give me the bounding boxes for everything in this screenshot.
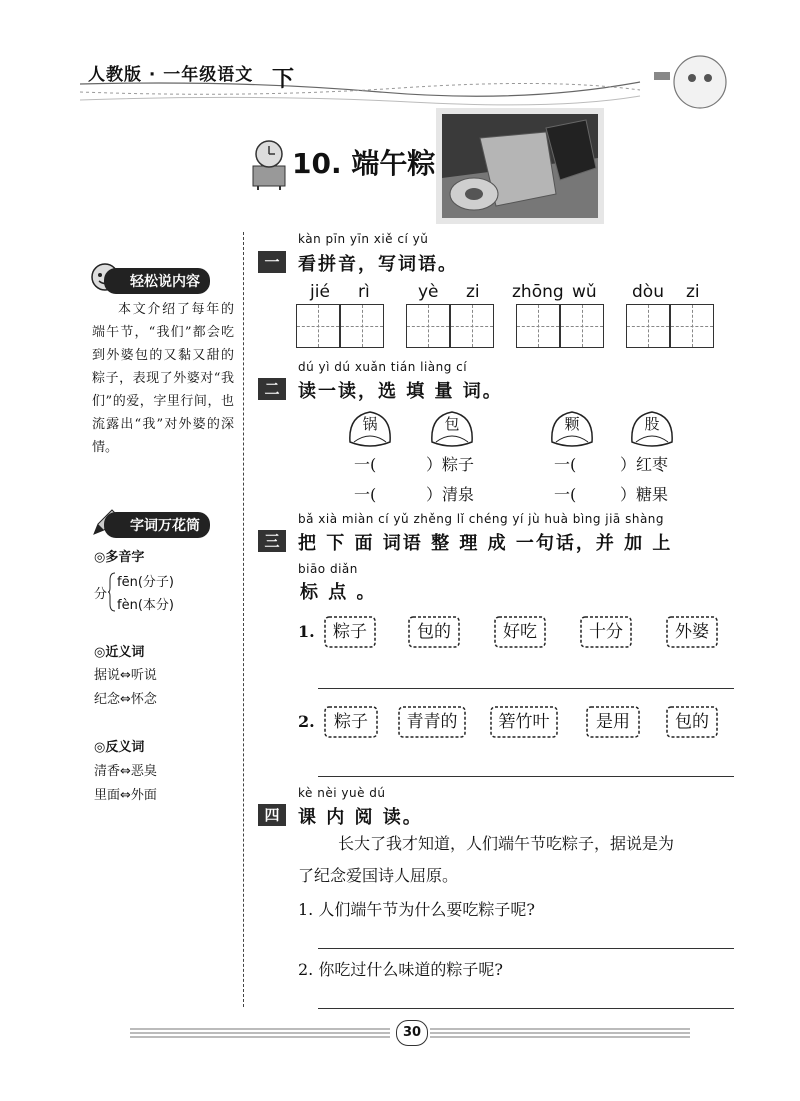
section1-pinyin: kàn pīn yīn xiě cí yǔ [298,232,429,246]
blank-item-hongzao: ）红枣 [620,455,669,474]
section2-pinyin: dú yì dú xuǎn tián liàng cí [298,360,468,374]
reading-answer-line-2[interactable] [318,1008,734,1009]
antonym-title: ◎反义词 [94,740,145,755]
lesson-summary: 本文介绍了每年的端午节，“我们”都会吃到外婆包的又黏又甜的粽子，表现了外婆对“我们”的爱，字里行间，也流露出“我”对外婆的深情。 [92,302,234,455]
writing-box-4[interactable] [626,304,714,348]
section4-number: 四 [258,804,286,826]
blank-item-zongzi: ）粽子 [426,455,475,474]
polyphone-title: ◎多音字 [94,550,145,565]
antonym-2: 里面⇔外面 [94,788,157,803]
card-text: 十分 [589,622,623,642]
card-text: 是用 [596,712,630,732]
blank-item-tangguo: ）糖果 [620,485,669,504]
pinyin-zi-1: zi [466,282,480,302]
choice-gu: 股 [644,415,660,433]
writing-box-1[interactable] [296,304,384,348]
card-text: 箬竹叶 [498,712,550,732]
reading-question-2: 2. 你吃过什么味道的粽子呢? [298,960,503,979]
word-card [322,704,380,740]
q2-number: 2. [298,712,315,731]
pinyin-zi-2: zi [686,282,700,302]
reading-answer-line-1[interactable] [318,948,734,949]
word-card [406,614,462,650]
blank-prefix-4[interactable]: 一( [554,485,577,504]
word-card [584,704,642,740]
writing-box-2[interactable] [406,304,494,348]
passage-line-1: 长大了我才知道，人们端午节吃粽子，据说是为 [338,834,675,853]
section4-title: 课 内 阅 读。 [298,807,423,828]
section3-title-2: 标 点 。 [300,582,377,603]
section1-title: 看拼音，写词语。 [298,254,458,275]
q1-answer-line[interactable] [318,688,734,689]
section2-number: 二 [258,378,286,400]
q2-answer-line[interactable] [318,776,734,777]
blank-prefix-2[interactable]: 一( [554,455,577,474]
page-number: 30 [396,1020,428,1046]
word-card [488,704,560,740]
blank-item-qingquan: ）清泉 [426,485,475,504]
card-text: 粽子 [333,622,367,642]
header-volume: 下 [272,67,295,92]
choice-ke: 颗 [564,415,580,433]
section1-number: 一 [258,251,286,273]
pinyin-ri: rì [358,282,370,302]
pinyin-wu: wǔ [572,282,597,302]
brace [108,572,116,612]
polyphone-reading-1: fēn(分子) [117,575,174,590]
word-card [492,614,548,650]
card-text: 粽子 [334,712,368,732]
blank-prefix-3[interactable]: 一( [354,485,377,504]
lesson-title: 10. 端午粽 [292,147,436,180]
section3-title: 把 下 面 词语 整 理 成 一句话，并 加 上 [298,533,673,554]
writing-box-3[interactable] [516,304,604,348]
q1-number: 1. [298,622,315,641]
section4-pinyin: kè nèi yuè dú [298,786,386,800]
polyphone-char: 分 [94,587,108,602]
pinyin-jie: jié [310,282,330,302]
section3-pinyin: bǎ xià miàn cí yǔ zhěng lǐ chéng yí jù huà bìng jiā shàng [298,512,665,526]
card-text: 包的 [417,622,451,642]
card-text: 青青的 [406,712,458,732]
card-text: 好吃 [503,622,537,642]
words-heading: 字词万花筒 [104,512,210,538]
summary-heading: 轻松说内容 [104,268,210,294]
blank-prefix-1[interactable]: 一( [354,455,377,474]
synonym-1: 据说⇔听说 [94,668,157,683]
polyphone-reading-2: fèn(本分) [117,598,174,613]
reading-question-1: 1. 人们端午节为什么要吃粽子呢? [298,900,535,919]
sidebar-divider [243,232,244,1007]
choice-guo: 锅 [362,415,378,433]
pinyin-dou: dòu [632,282,664,302]
section3-pinyin-2: biāo diǎn [298,562,358,576]
word-card [664,704,720,740]
section3-number: 三 [258,530,286,552]
choice-bao: 包 [444,415,460,433]
zongzi-photo [436,108,604,224]
card-text: 外婆 [675,622,709,642]
passage-line-2: 了纪念爱国诗人屈原。 [298,866,459,885]
synonym-title: ◎近义词 [94,645,145,660]
pinyin-ye: yè [418,282,439,302]
antonym-1: 清香⇔恶臭 [94,764,157,779]
word-card [578,614,634,650]
word-card [322,614,378,650]
synonym-2: 纪念⇔怀念 [94,692,157,707]
header-title: 人教版 · 一年级语文 [88,65,254,85]
word-card [664,614,720,650]
word-card [396,704,468,740]
section2-title: 读一读，选 填 量 词。 [298,381,503,402]
clock-icon [250,136,288,190]
card-text: 包的 [675,712,709,732]
pinyin-zhong: zhōng [512,282,564,302]
